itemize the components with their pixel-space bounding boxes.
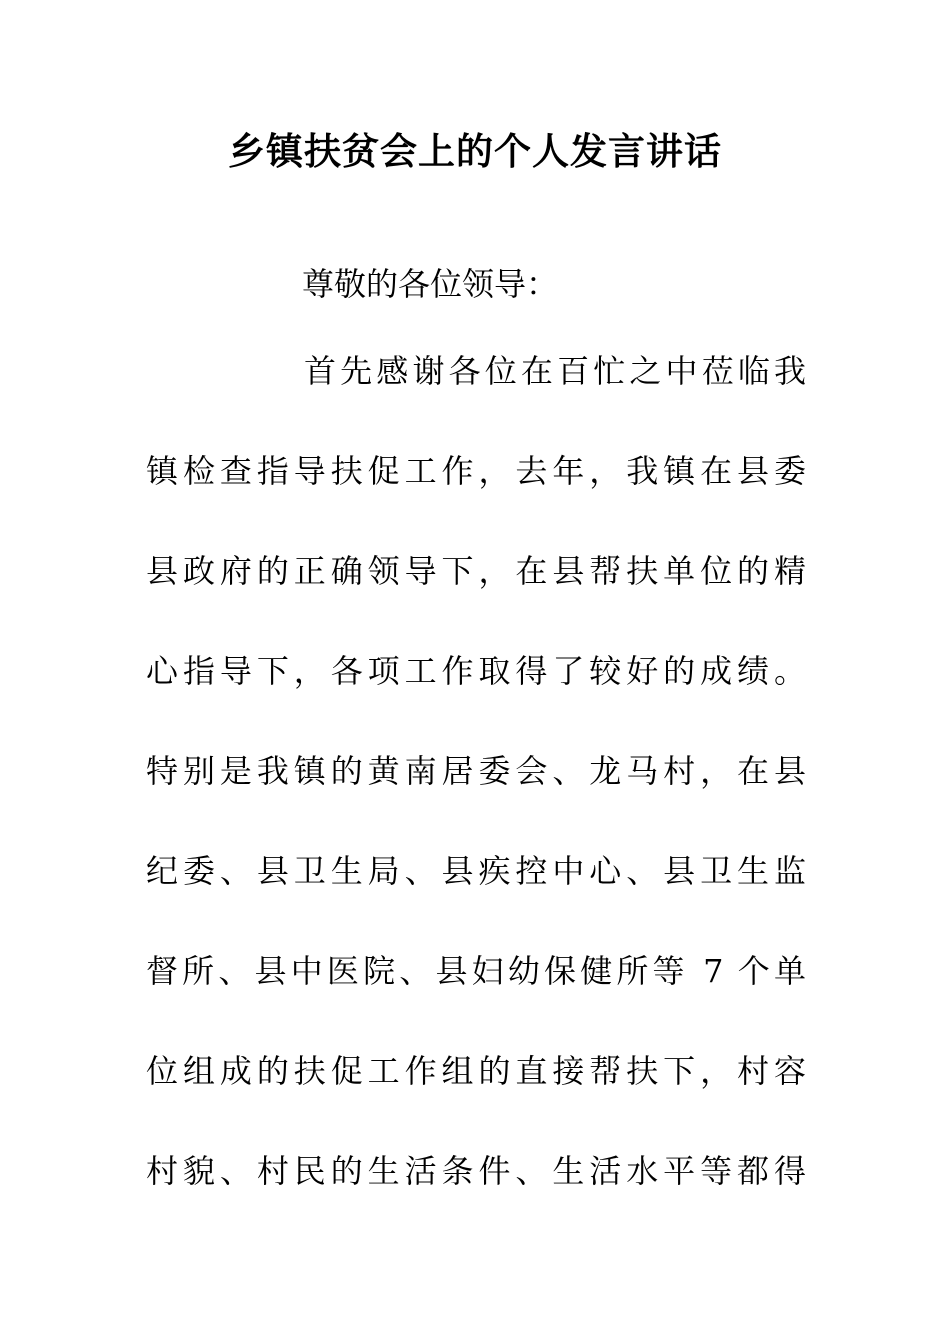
body-line: 督所、县中医院、县妇幼保健所等 7 个单 bbox=[146, 952, 806, 990]
body-line: 纪委、县卫生局、县疾控中心、县卫生监 bbox=[146, 852, 806, 890]
body-line: 村貌、村民的生活条件、生活水平等都得 bbox=[146, 1152, 806, 1190]
body-line: 心指导下，各项工作取得了较好的成绩。 bbox=[146, 652, 806, 690]
body-line: 县政府的正确领导下，在县帮扶单位的精 bbox=[146, 552, 806, 590]
body-line: 位组成的扶促工作组的直接帮扶下，村容 bbox=[146, 1052, 806, 1090]
body-line: 首先感谢各位在百忙之中莅临我 bbox=[304, 352, 806, 390]
document-title: 乡镇扶贫会上的个人发言讲话 bbox=[228, 130, 722, 173]
body-line: 镇检查指导扶促工作，去年，我镇在县委 bbox=[146, 452, 806, 490]
body-line: 特别是我镇的黄南居委会、龙马村，在县 bbox=[146, 752, 806, 790]
body-text bbox=[146, 346, 806, 1246]
salutation: 尊敬的各位领导： bbox=[302, 265, 559, 303]
